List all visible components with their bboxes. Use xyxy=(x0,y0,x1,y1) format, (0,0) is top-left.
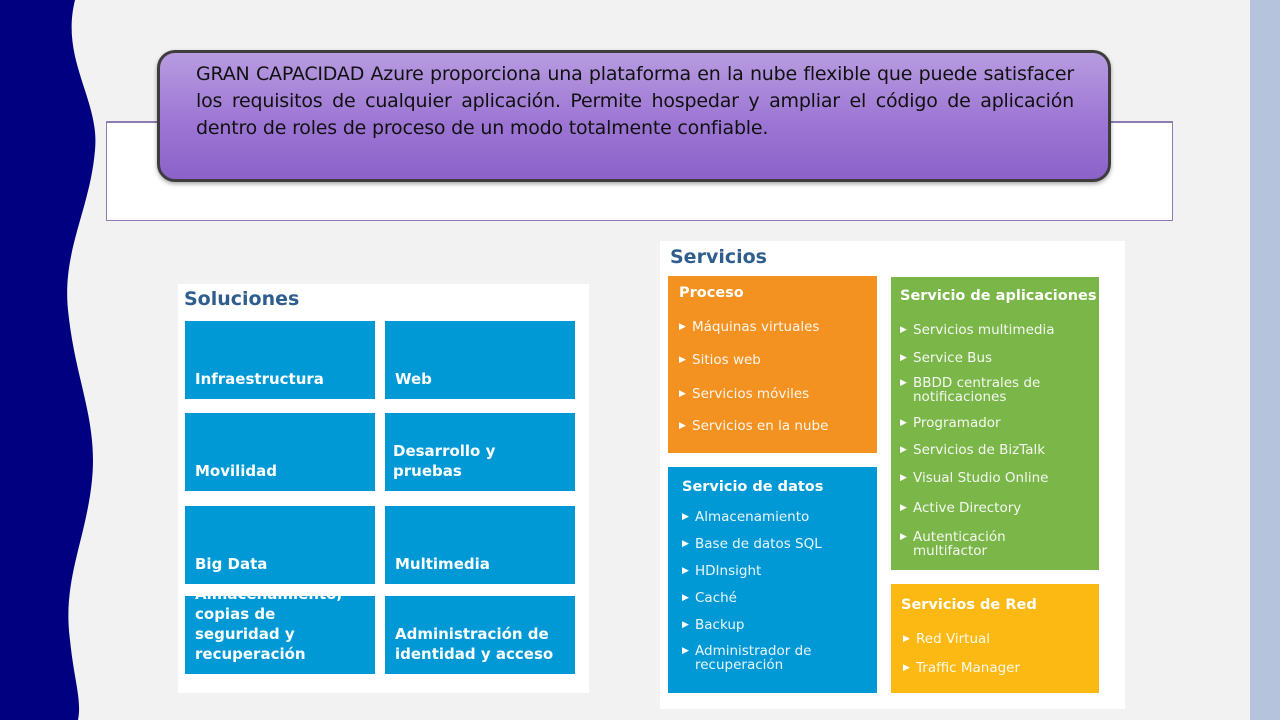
list-item[interactable]: ▶ Caché xyxy=(682,590,737,606)
list-item[interactable]: ▶ Active Directory xyxy=(900,500,1022,516)
tile-infraestructura[interactable] xyxy=(185,321,375,399)
tile-web[interactable] xyxy=(385,321,575,399)
tile-label: Big Data xyxy=(195,555,268,573)
tile-desarrollo-pruebas[interactable] xyxy=(385,413,575,491)
bullet-triangle-icon: ▶ xyxy=(900,445,907,455)
tile-big-data[interactable] xyxy=(185,506,375,584)
bullet-triangle-icon: ▶ xyxy=(900,503,907,513)
bullet-triangle-icon: ▶ xyxy=(903,634,910,644)
bullet-triangle-icon: ▶ xyxy=(682,566,689,576)
tile-label: Infraestructura xyxy=(195,370,324,388)
tile-movilidad[interactable] xyxy=(185,413,375,491)
bullet-triangle-icon: ▶ xyxy=(679,389,686,399)
list-item[interactable]: ▶ Backup xyxy=(682,617,745,633)
aplicaciones-box xyxy=(891,277,1099,570)
bullet-triangle-icon: ▶ xyxy=(679,355,686,365)
datos-title: Servicio de datos xyxy=(682,479,824,495)
bullet-triangle-icon: ▶ xyxy=(900,353,907,363)
right-accent-strip xyxy=(1250,0,1280,720)
list-item[interactable]: ▶ Traffic Manager xyxy=(903,660,1021,676)
red-title: Servicios de Red xyxy=(901,597,1037,613)
callout-box xyxy=(157,50,1111,182)
proceso-box xyxy=(668,276,877,453)
bullet-triangle-icon: ▶ xyxy=(679,322,686,332)
bullet-triangle-icon: ▶ xyxy=(682,620,689,630)
bullet-triangle-icon: ▶ xyxy=(682,593,689,603)
tile-multimedia[interactable] xyxy=(385,506,575,584)
tile-label: Movilidad xyxy=(195,462,278,480)
bullet-triangle-icon: ▶ xyxy=(900,418,907,428)
bullet-triangle-icon: ▶ xyxy=(900,473,907,483)
list-item[interactable]: ▶ Base de datos SQL xyxy=(682,536,822,552)
list-item[interactable]: ▶ Service Bus xyxy=(900,350,993,366)
bullet-triangle-icon: ▶ xyxy=(903,663,910,673)
list-item[interactable]: ▶ Administrador de recuperación xyxy=(682,643,812,673)
list-item[interactable]: ▶ Servicios multimedia xyxy=(900,322,1055,338)
tile-almacenamiento[interactable] xyxy=(185,585,375,674)
tile-label: Desarrollo y pruebas xyxy=(393,442,496,480)
bullet-triangle-icon: ▶ xyxy=(682,539,689,549)
list-item[interactable]: ▶ Autenticación multifactor xyxy=(900,529,1006,559)
list-item[interactable]: ▶ Sitios web xyxy=(679,352,761,368)
bullet-triangle-icon: ▶ xyxy=(900,378,907,388)
tile-label: Administración de identidad y acceso xyxy=(395,625,554,663)
aplicaciones-title: Servicio de aplicaciones xyxy=(900,288,1097,304)
list-item[interactable]: ▶ Servicios de BizTalk xyxy=(900,442,1046,458)
bullet-triangle-icon: ▶ xyxy=(900,532,907,542)
list-item[interactable]: ▶ Visual Studio Online xyxy=(900,470,1049,486)
list-item[interactable]: ▶ Servicios en la nube xyxy=(679,418,829,434)
left-wave-decoration xyxy=(0,0,100,720)
datos-box xyxy=(668,467,877,693)
soluciones-title: Soluciones xyxy=(184,288,300,310)
bullet-triangle-icon: ▶ xyxy=(679,421,686,431)
servicios-panel xyxy=(660,241,1125,709)
bullet-triangle-icon: ▶ xyxy=(900,325,907,335)
list-item[interactable]: ▶ Servicios móviles xyxy=(679,386,810,402)
list-item[interactable]: ▶ Red Virtual xyxy=(903,631,991,647)
tile-label: Almacenamiento, copias de seguridad y recuperación xyxy=(195,585,343,663)
tile-label: Web xyxy=(395,370,432,388)
servicios-title: Servicios xyxy=(670,246,767,268)
tile-identidad-acceso[interactable] xyxy=(385,596,575,674)
red-box xyxy=(891,584,1099,693)
bullet-triangle-icon: ▶ xyxy=(682,646,689,656)
list-item[interactable]: ▶ Almacenamiento xyxy=(682,509,810,525)
soluciones-panel xyxy=(178,284,589,693)
tile-label: Multimedia xyxy=(395,555,490,573)
list-item[interactable]: ▶ Máquinas virtuales xyxy=(679,319,820,335)
list-item[interactable]: ▶ HDInsight xyxy=(682,563,762,579)
bullet-triangle-icon: ▶ xyxy=(682,512,689,522)
proceso-title: Proceso xyxy=(679,285,744,301)
callout-text: GRAN CAPACIDAD Azure proporciona una plataforma en la nube flexible que puede satisfacer los requisitos de cualquier aplicación. Permite hospedar y ampliar el código de aplicación dentro de roles de proceso de un modo totalmente confiable. xyxy=(196,63,1074,139)
list-item[interactable]: ▶ Programador xyxy=(900,415,1001,431)
list-item[interactable]: ▶ BBDD centrales de notificaciones xyxy=(900,375,1041,405)
